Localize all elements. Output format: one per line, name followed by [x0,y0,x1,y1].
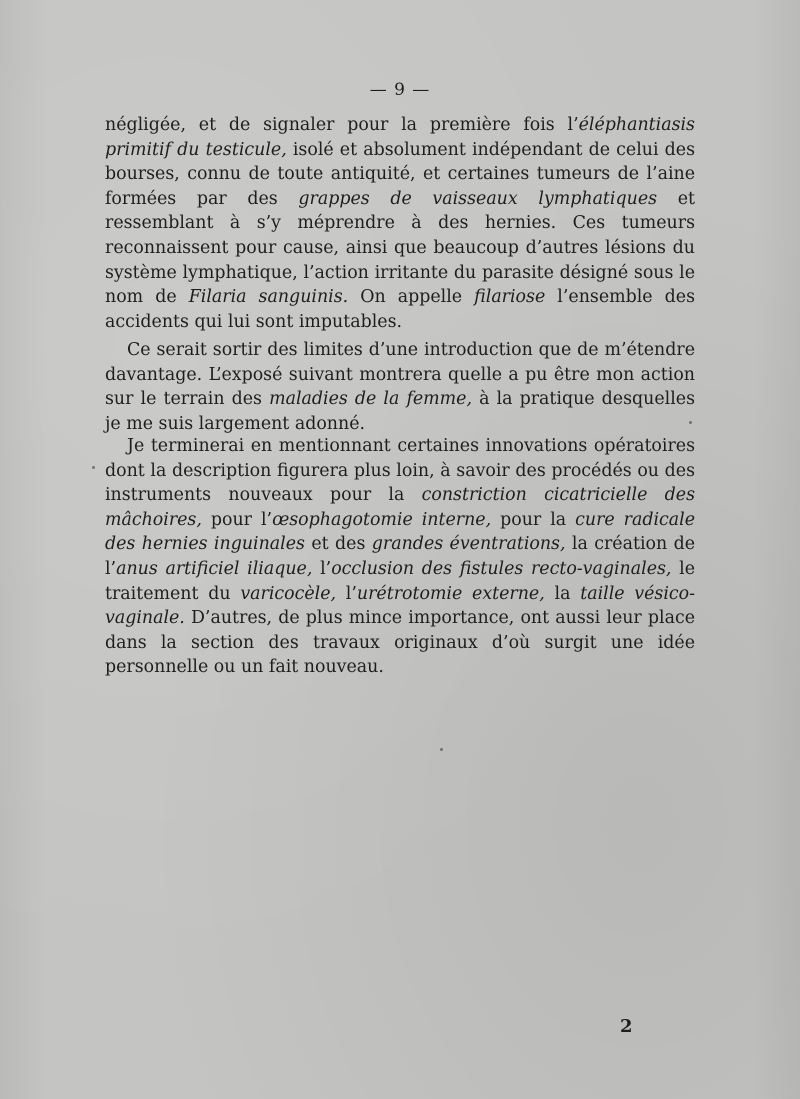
italic-run: varicocèle, [240,583,337,604]
text-run: à la pratique desquelles je me suis largement adonné. [105,389,695,434]
italic-run: taille vésico-vaginale. [105,583,695,629]
italic-run: œsophagotomie interne, [272,509,492,530]
paragraph-text [105,434,695,680]
italic-run: occlusion des fistules recto-vaginales, [331,558,672,579]
page-number: — 9 — [369,80,431,100]
text-run: pour la [491,509,576,530]
text-run: pour l’ [201,509,273,530]
text-run: la création de l’ [105,534,696,579]
italic-run: urétrotomie externe, [356,583,545,604]
paragraph-2 [105,338,695,436]
text-run: négligée, et de signaler pour la première fois l’ [105,115,579,135]
text-run: Je terminerai en mentionnant certaines innovations opératoires dont la description figurera plus loin, à savoir des procédés ou des instruments nouveaux pour la [105,436,695,506]
text-run: et des [304,534,372,555]
italic-run: éléphantiasis primitif du testicule, [105,115,695,160]
text-run: isolé et absolument indépendant de celui des bourses, connu de toute antiquité, et certaines tumeurs de l’aine formées par des [105,139,696,209]
italic-run: filariose [474,287,546,308]
text-run: On appelle [348,287,475,308]
text-run: l’ [312,558,332,579]
italic-run: grappes de vaisseaux lymphatiques [298,188,658,209]
text-run: l’ensemble des accidents qui lui sont imputables. [105,287,695,332]
paragraph-text [105,338,695,436]
signature-mark: 2 [620,1016,633,1037]
paragraph-3 [105,434,695,680]
text-run: et ressemblant à s’y méprendre à des hernies. Ces tumeurs reconnaissent pour cause, ainsi que beaucoup d’autres lésions du système lymphatique, l’action irritante du parasite désigné sous le nom de [105,188,695,308]
paper-speck [689,421,692,424]
text-run: D’autres, de plus mince importance, ont aussi leur place dans la section des travaux originaux d’où surgit une idée personnelle ou un fait nouveau. [105,608,695,678]
italic-run: Filaria sanguinis. [188,287,349,308]
italic-run: anus artificiel iliaque, [116,558,313,579]
text-run: le traitement du [105,558,695,604]
text-run: Ce serait sortir des limites d’une introduction que de m’étendre davantage. L’exposé suivant montrera quelle a pu être mon action sur le terrain des [105,340,695,410]
paper-speck [92,466,95,469]
paragraph-1 [105,113,695,334]
italic-run: maladies de la femme, [269,389,472,410]
text-run: la [544,583,581,604]
italic-run: grandes éventrations, [371,534,566,555]
italic-run: constriction cicatricielle des mâchoires, [105,485,695,530]
italic-run: cure radicale des hernies inguinales [105,509,695,555]
text-run: l’ [336,583,357,604]
paper-speck [440,748,443,751]
paragraph-text [105,113,695,334]
